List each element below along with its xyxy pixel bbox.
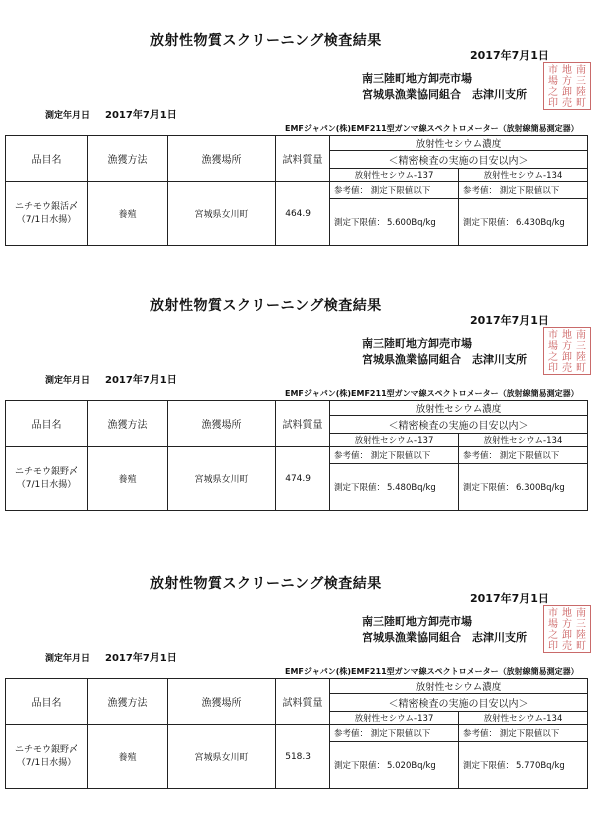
limit-label: 測定下限値： <box>334 483 386 493</box>
cs134-detection-limit <box>459 742 588 789</box>
report-title: 放射性物質スクリーニング検査結果 <box>150 298 382 314</box>
limit-value: 5.020Bq/kg <box>387 761 436 771</box>
header-guide: ＜精密検査の実施の目安以内＞ <box>330 151 588 169</box>
instrument-name: EMFジャパン(株)EMF211型ガンマ線スペクトロメーター（放射線簡易測定器） <box>285 667 579 676</box>
method-value: 養殖 <box>88 447 168 511</box>
stamp-glyph: 場 <box>548 619 558 630</box>
method-value: 養殖 <box>88 182 168 246</box>
header-method: 漁獲方法 <box>88 401 168 447</box>
stamp-column <box>547 66 559 109</box>
stamp-glyph: 陸 <box>576 630 586 641</box>
table-row <box>6 725 588 742</box>
cs137-reference: 参考値： 測定下限値以下 <box>330 182 459 199</box>
cs137-reference: 参考値： 測定下限値以下 <box>330 447 459 464</box>
issuer-cooperative: 宮城県漁業協同組合 志津川支所 <box>362 353 527 366</box>
report-title: 放射性物質スクリーニング検査結果 <box>150 33 382 49</box>
measure-date: 2017年7月1日 <box>105 653 177 664</box>
measure-date-label: 測定年月日 <box>45 111 91 121</box>
stamp-column <box>561 609 573 652</box>
official-seal-stamp <box>543 327 591 375</box>
table-row <box>6 447 588 464</box>
header-place: 漁獲場所 <box>168 136 276 182</box>
header-cs137: 放射性セシウム-137 <box>330 434 459 447</box>
table-row <box>6 182 588 199</box>
cs137-reference: 参考値： 測定下限値以下 <box>330 725 459 742</box>
report-date: 2017年7月1日 <box>470 49 549 62</box>
issuer-market: 南三陸町地方卸売市場 <box>362 615 472 628</box>
results-table <box>5 400 588 511</box>
item-name: ニチモウ銀野〆 <box>14 745 78 756</box>
stamp-glyph: 売 <box>562 98 572 109</box>
stamp-glyph: 陸 <box>576 87 586 98</box>
stamp-glyph: 売 <box>562 641 572 652</box>
limit-value: 5.480Bq/kg <box>387 483 436 493</box>
stamp-glyph: 方 <box>562 341 572 352</box>
stamp-glyph: 印 <box>548 98 558 109</box>
cs137-detection-limit <box>330 199 459 246</box>
report-2 <box>0 295 595 557</box>
stamp-glyph: 之 <box>548 352 558 363</box>
stamp-glyph: 之 <box>548 87 558 98</box>
stamp-column <box>547 331 559 374</box>
weight-value: 464.9 <box>276 182 330 246</box>
stamp-glyph: 印 <box>548 363 558 374</box>
cs134-reference: 参考値： 測定下限値以下 <box>459 182 588 199</box>
header-cs137: 放射性セシウム-137 <box>330 169 459 182</box>
stamp-glyph: 三 <box>576 341 586 352</box>
header-method: 漁獲方法 <box>88 136 168 182</box>
header-place: 漁獲場所 <box>168 401 276 447</box>
stamp-glyph: 三 <box>576 619 586 630</box>
stamp-glyph: 南 <box>576 65 586 76</box>
instrument-name: EMFジャパン(株)EMF211型ガンマ線スペクトロメーター（放射線簡易測定器） <box>285 389 579 398</box>
place-value: 宮城県女川町 <box>168 447 276 511</box>
stamp-glyph: 卸 <box>562 87 572 98</box>
cs134-reference: 参考値： 測定下限値以下 <box>459 447 588 464</box>
header-cesium: 放射性セシウム濃度 <box>330 401 588 416</box>
landing-date: （7/1日水揚） <box>16 757 77 768</box>
results-table <box>5 678 588 789</box>
stamp-column <box>561 331 573 374</box>
stamp-glyph: 市 <box>548 65 558 76</box>
report-title: 放射性物質スクリーニング検査結果 <box>150 576 382 592</box>
results-table <box>5 135 588 246</box>
header-guide: ＜精密検査の実施の目安以内＞ <box>330 416 588 434</box>
weight-value: 518.3 <box>276 725 330 789</box>
header-item: 品目名 <box>6 401 88 447</box>
cs137-detection-limit <box>330 464 459 511</box>
stamp-glyph: 市 <box>548 608 558 619</box>
stamp-column <box>561 66 573 109</box>
landing-date: （7/1日水揚） <box>16 479 77 490</box>
landing-date: （7/1日水揚） <box>16 214 77 225</box>
header-cesium: 放射性セシウム濃度 <box>330 679 588 694</box>
limit-value: 6.300Bq/kg <box>516 483 565 493</box>
stamp-glyph: 方 <box>562 619 572 630</box>
item-name-cell <box>6 182 88 246</box>
instrument-name: EMFジャパン(株)EMF211型ガンマ線スペクトロメーター（放射線簡易測定器） <box>285 124 579 133</box>
official-seal-stamp <box>543 62 591 110</box>
stamp-glyph: 方 <box>562 76 572 87</box>
stamp-glyph: 場 <box>548 341 558 352</box>
issuer-cooperative: 宮城県漁業協同組合 志津川支所 <box>362 88 527 101</box>
report-1 <box>0 30 595 292</box>
limit-value: 6.430Bq/kg <box>516 218 565 228</box>
report-date: 2017年7月1日 <box>470 592 549 605</box>
cs134-reference: 参考値： 測定下限値以下 <box>459 725 588 742</box>
header-cs137: 放射性セシウム-137 <box>330 712 459 725</box>
stamp-glyph: 市 <box>548 330 558 341</box>
stamp-column <box>575 331 587 374</box>
stamp-glyph: 売 <box>562 363 572 374</box>
item-name: ニチモウ銀野〆 <box>14 467 78 478</box>
place-value: 宮城県女川町 <box>168 725 276 789</box>
measure-date: 2017年7月1日 <box>105 110 177 121</box>
header-cesium: 放射性セシウム濃度 <box>330 136 588 151</box>
item-name-cell <box>6 447 88 511</box>
limit-label: 測定下限値： <box>334 218 386 228</box>
stamp-glyph: 印 <box>548 641 558 652</box>
stamp-glyph: 之 <box>548 630 558 641</box>
stamp-glyph: 南 <box>576 608 586 619</box>
stamp-glyph: 卸 <box>562 352 572 363</box>
item-name: ニチモウ銀活〆 <box>14 202 78 213</box>
header-weight: 試料質量 <box>276 136 330 182</box>
limit-value: 5.770Bq/kg <box>516 761 565 771</box>
cs137-detection-limit <box>330 742 459 789</box>
limit-value: 5.600Bq/kg <box>387 218 436 228</box>
limit-label: 測定下限値： <box>463 483 515 493</box>
measure-date-label: 測定年月日 <box>45 654 91 664</box>
stamp-glyph: 陸 <box>576 352 586 363</box>
stamp-glyph: 南 <box>576 330 586 341</box>
limit-label: 測定下限値： <box>463 761 515 771</box>
stamp-glyph: 町 <box>576 98 586 109</box>
issuer-market: 南三陸町地方卸売市場 <box>362 72 472 85</box>
stamp-glyph: 町 <box>576 641 586 652</box>
header-weight: 試料質量 <box>276 401 330 447</box>
issuer-market: 南三陸町地方卸売市場 <box>362 337 472 350</box>
header-cs134: 放射性セシウム-134 <box>459 169 588 182</box>
stamp-glyph: 場 <box>548 76 558 87</box>
item-name-cell <box>6 725 88 789</box>
weight-value: 474.9 <box>276 447 330 511</box>
measure-date: 2017年7月1日 <box>105 375 177 386</box>
header-guide: ＜精密検査の実施の目安以内＞ <box>330 694 588 712</box>
limit-label: 測定下限値： <box>334 761 386 771</box>
stamp-column <box>575 66 587 109</box>
header-place: 漁獲場所 <box>168 679 276 725</box>
header-weight: 試料質量 <box>276 679 330 725</box>
header-cs134: 放射性セシウム-134 <box>459 712 588 725</box>
header-item: 品目名 <box>6 679 88 725</box>
stamp-glyph: 地 <box>562 608 572 619</box>
measure-date-label: 測定年月日 <box>45 376 91 386</box>
header-item: 品目名 <box>6 136 88 182</box>
stamp-column <box>575 609 587 652</box>
cs134-detection-limit <box>459 464 588 511</box>
stamp-glyph: 卸 <box>562 630 572 641</box>
stamp-glyph: 町 <box>576 363 586 374</box>
limit-label: 測定下限値： <box>463 218 515 228</box>
method-value: 養殖 <box>88 725 168 789</box>
place-value: 宮城県女川町 <box>168 182 276 246</box>
header-method: 漁獲方法 <box>88 679 168 725</box>
report-3 <box>0 573 595 835</box>
stamp-glyph: 地 <box>562 330 572 341</box>
cs134-detection-limit <box>459 199 588 246</box>
report-date: 2017年7月1日 <box>470 314 549 327</box>
header-cs134: 放射性セシウム-134 <box>459 434 588 447</box>
issuer-cooperative: 宮城県漁業協同組合 志津川支所 <box>362 631 527 644</box>
stamp-column <box>547 609 559 652</box>
official-seal-stamp <box>543 605 591 653</box>
stamp-glyph: 三 <box>576 76 586 87</box>
stamp-glyph: 地 <box>562 65 572 76</box>
